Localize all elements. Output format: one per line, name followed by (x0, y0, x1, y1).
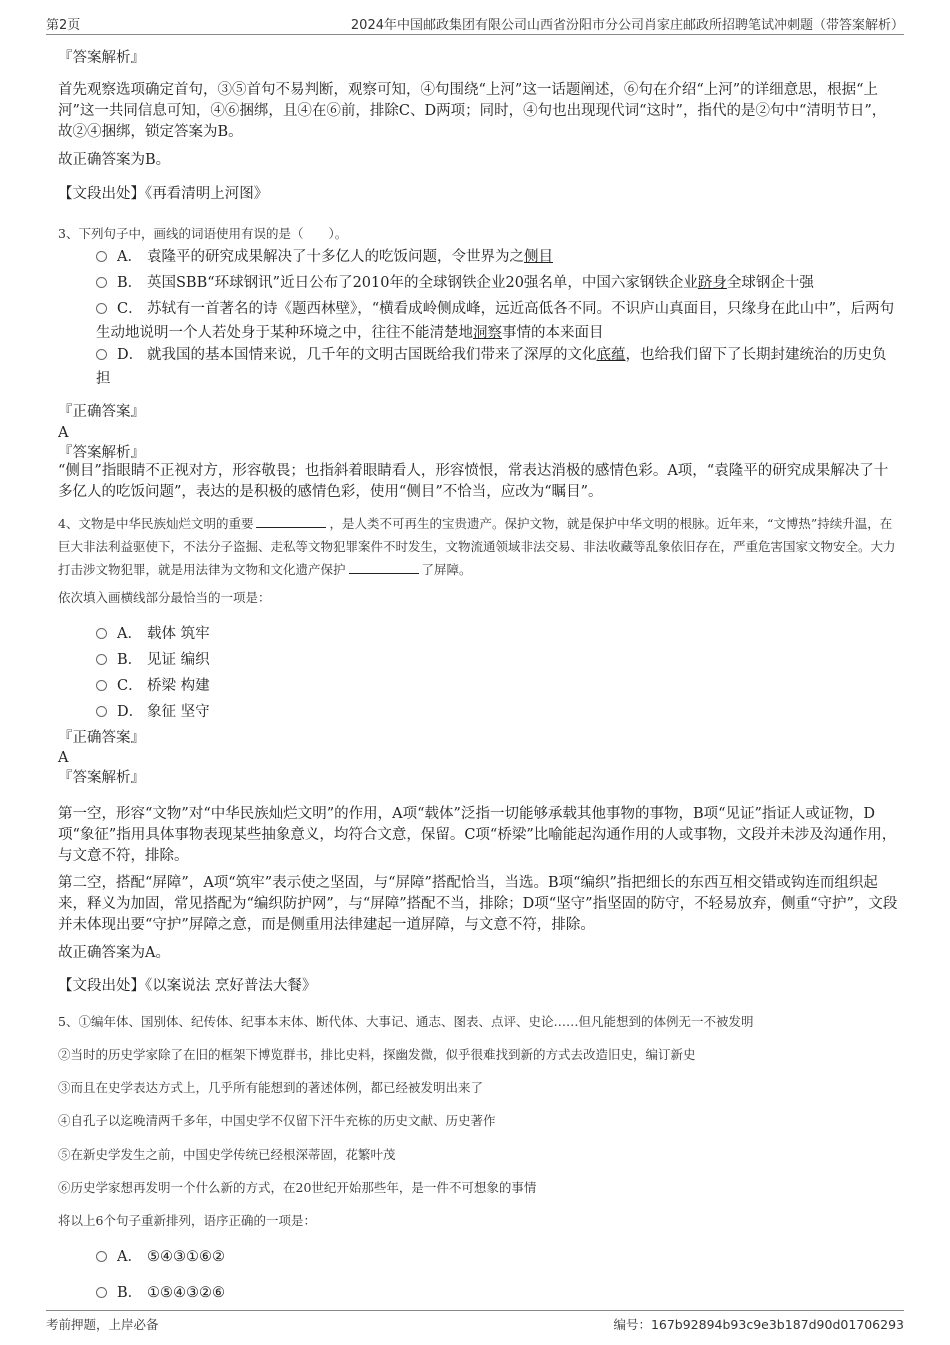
q4-analysis-2: 第二空，搭配“屏障”，A项“筑牢”表示使之坚固，与“屏障”搭配恰当，当选。B项“编织”指把细长的东西互相交错或钩连而组织起来，释义为加固，常见搭配为“编织防护网”，与“屏障”搭配不当，排除；D项“坚守”指坚固的防守，不轻易放弃，侧重“守护”，文段并未体现出要“守护”屏障之意，而是侧重用法律建起一道屏障，与文意不符，排除。 (58, 875, 898, 933)
q3-option-b[interactable]: B． 英国SBB“环球钢讯”近日公布了2010年的全球钢铁企业20强名单，中国六家钢铁企业跻身全球钢企十强 (96, 271, 896, 295)
underlined-word: 底蕴 (596, 347, 626, 363)
radio-icon[interactable] (96, 1287, 107, 1298)
q5-prompt: 将以上6个句子重新排列，语序正确的一项是： (58, 1213, 316, 1228)
radio-icon[interactable] (96, 680, 107, 691)
q3-analysis: “侧目”指眼睛不正视对方，形容敬畏；也指斜着眼睛看人，形容愤恨，常表达消极的感情色彩。A项，“袁隆平的研究成果解决了十多亿人的吃饭问题”，表达的是积极的感情色彩，使用“侧目”不恰当，应改为“瞩目”。 (58, 463, 889, 500)
document-id: 编号：167b92894b93c9e3b187d90d01706293 (613, 1317, 904, 1332)
q4-option-d[interactable]: D． 象征 坚守 (96, 700, 896, 724)
q5-sentence-5: ⑤在新史学发生之前，中国史学传统已经根深蒂固，花繁叶茂 (58, 1147, 396, 1162)
q3-option-c[interactable]: C． 苏轼有一首著名的诗《题西林壁》，“横看成岭侧成峰，远近高低各不同。不识庐山真面目，只缘身在此山中”，后两句生动地说明一个人若处身于某种环境之中，往往不能清楚地洞察事情的本来面目 (96, 301, 895, 341)
q4-option-c[interactable]: C． 桥梁 构建 (96, 674, 896, 698)
q4-conclusion: 故正确答案为A。 (58, 945, 170, 961)
q3-option-d[interactable]: D． 就我国的基本国情来说，几千年的文明古国既给我们带来了深厚的文化底蕴，也给我们留下了长期封建统治的历史负担 (96, 347, 887, 387)
q5-option-a[interactable]: A． ⑤④③①⑥② (96, 1245, 896, 1269)
underlined-word: 跻身 (697, 275, 727, 291)
q4-answer: A (58, 750, 69, 766)
fill-blank (349, 559, 419, 574)
page-footer (46, 1310, 904, 1333)
q2-conclusion: 故正确答案为B。 (58, 152, 171, 168)
q3-stem: 3、下列句子中，画线的词语使用有误的是（ ）。 (58, 226, 348, 241)
radio-icon[interactable] (96, 654, 107, 665)
q5-sentence-4: ④自孔子以迄晚清两千多年，中国史学不仅留下汗牛充栋的历史文献、历史著作 (58, 1113, 496, 1128)
q2-source: 【文段出处】《再看清明上河图》 (58, 186, 269, 202)
page-number: 第2页 (46, 18, 81, 33)
q2-analysis: 首先观察选项确定首句，③⑤首句不易判断，观察可知，④句围绕“上河”这一话题阐述，⑥句在介绍“上河”的详细意思，根据“上河”这一共同信息可知，④⑥捆绑，且④在⑥前，排除C、D两项；同时，④句也出现现代词“这时”，指代的是②句中“清明节日”，故②④捆绑，锁定答案为B。 (58, 82, 887, 140)
document-title: 2024年中国邮政集团有限公司山西省汾阳市分公司肖家庄邮政所招聘笔试冲刺题（带答案解析） (350, 18, 904, 33)
q5-sentence-2: ②当时的历史学家除了在旧的框架下博览群书，排比史料，探幽发微，似乎很难找到新的方式去改造旧史，编订新史 (58, 1047, 696, 1062)
q5-sentence-1: 5、①编年体、国别体、纪传体、纪事本末体、断代体、大事记、通志、图表、点评、史论……但凡能想到的体例无一不被发明 (58, 1014, 754, 1029)
q3-option-a[interactable]: A． 袁隆平的研究成果解决了十多亿人的吃饭问题，令世界为之侧目 (96, 245, 896, 269)
radio-icon[interactable] (96, 1251, 107, 1262)
q5-option-b[interactable]: B． ①⑤④③②⑥ (96, 1281, 896, 1305)
q4-stem: 4、文物是中华民族灿烂文明的重要 ，是人类不可再生的宝贵遗产。保护文物，就是保护中华文明的根脉。近年来，“文博热”持续升温，在巨大非法利益驱使下，不法分子盗掘、走私等文物犯罪案件不时发生，文物流通领域非法交易、非法收藏等乱象依旧存在，严重危害国家文物安全。大力打击涉文物犯罪，就是用法律为文物和文化遗产保护 了屏障。 (58, 512, 898, 581)
radio-icon[interactable] (96, 251, 107, 262)
q4-analysis-1: 第一空，形容“文物”对“中华民族灿烂文明”的作用，A项“载体”泛指一切能够承载其他事物的事物，B项“见证”指证人或证物，D项“象征”指用具体事物表现某些抽象意义，均符合文意，保留。C项“桥梁”比喻能起沟通作用的人或事物，文段并未涉及沟通作用，与文意不符，排除。 (58, 806, 897, 864)
q2-analysis-label: 『答案解析』 (58, 50, 145, 66)
radio-icon[interactable] (96, 303, 107, 314)
footer-slogan: 考前押题，上岸必备 (46, 1317, 159, 1332)
q5-sentence-6: ⑥历史学家想再发明一个什么新的方式，在20世纪开始那些年，是一件不可想象的事情 (58, 1180, 537, 1195)
q4-option-b[interactable]: B． 见证 编织 (96, 648, 896, 672)
page-header (46, 12, 904, 35)
q4-prompt: 依次填入画横线部分最恰当的一项是： (58, 590, 271, 605)
fill-blank (256, 513, 326, 528)
q4-source: 【文段出处】《以案说法 烹好普法大餐》 (58, 978, 317, 994)
q5-sentence-3: ③而且在史学表达方式上，几乎所有能想到的著述体例，都已经被发明出来了 (58, 1080, 484, 1095)
q4-analysis-label: 『答案解析』 (58, 770, 145, 786)
underlined-word: 侧目 (524, 249, 553, 265)
q4-answer-label: 『正确答案』 (58, 730, 145, 746)
radio-icon[interactable] (96, 349, 107, 360)
radio-icon[interactable] (96, 706, 107, 717)
q3-analysis-label: 『答案解析』 (58, 445, 145, 461)
q3-answer: A (58, 425, 69, 441)
q4-option-a[interactable]: A． 载体 筑牢 (96, 622, 896, 646)
underlined-word: 洞察 (473, 325, 502, 341)
radio-icon[interactable] (96, 628, 107, 639)
radio-icon[interactable] (96, 277, 107, 288)
q3-answer-label: 『正确答案』 (58, 404, 145, 420)
